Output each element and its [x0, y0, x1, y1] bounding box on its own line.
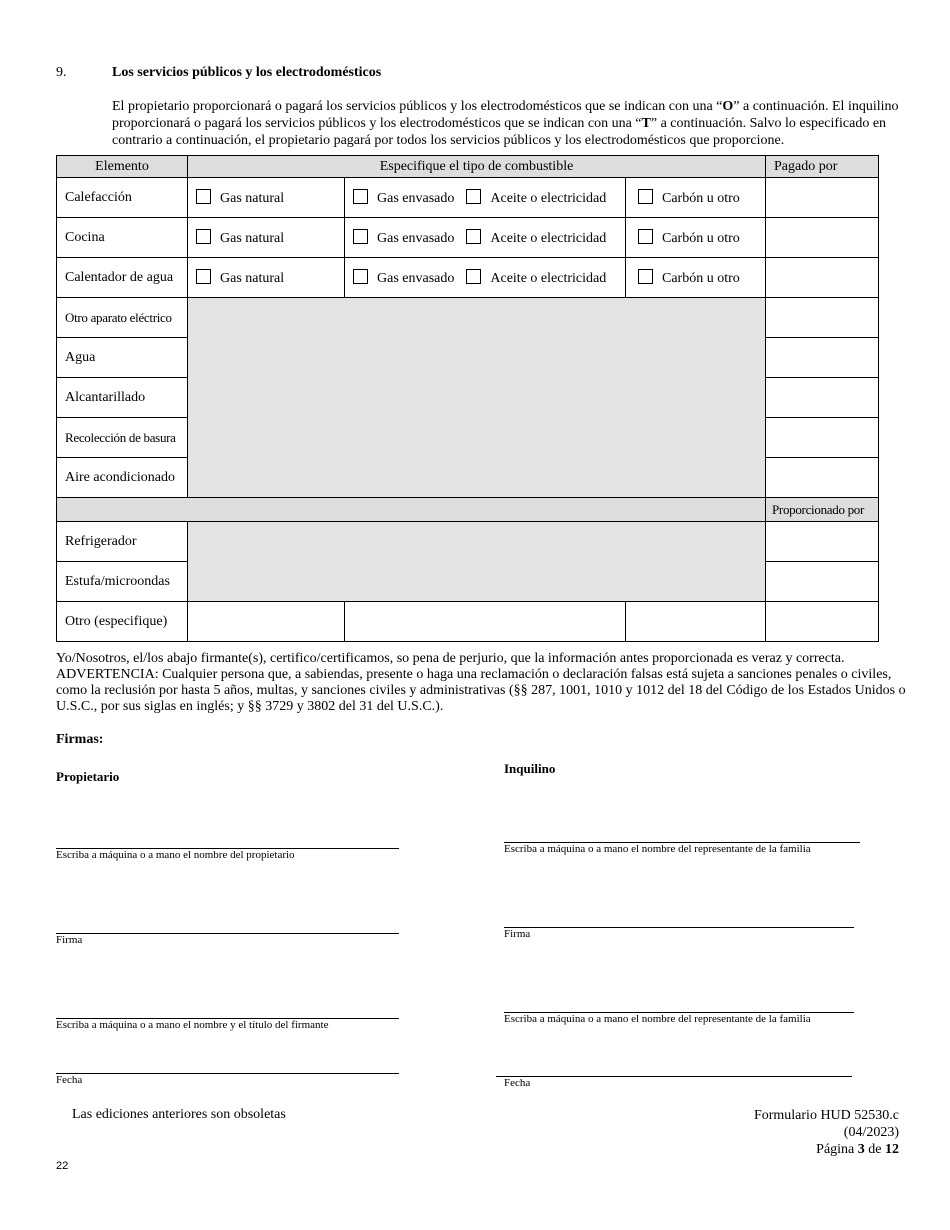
water-heater-coal-other-checkbox[interactable] [638, 269, 653, 284]
row-label-cooking: Cocina [57, 218, 188, 258]
signatures-heading: Firmas: [56, 732, 104, 747]
section-intro: El propietario proporcionará o pagará los servicios públicos y los electrodomésticos que se indican con una “O” a continuación. El inquilino proporcionará o pagará los servicios públicos y los electrodomésticos que se indican con una “T” a continuación. Salvo lo especificado en contrario a continuación, el propietario pagará por todos los servicios públicos y los electrodomésticos que proporcione. [112, 99, 899, 148]
header-paid-by: Pagado por [766, 156, 879, 178]
other-specify-field-1[interactable] [188, 602, 345, 642]
tenant-label: Inquilino [504, 761, 556, 776]
tenant-name-caption: Escriba a máquina o a mano el nombre del representante de la familia [504, 843, 811, 855]
other-specify-field-2[interactable] [345, 602, 626, 642]
water-heater-natural-gas-checkbox[interactable] [196, 269, 211, 284]
table-row: Calefacción Gas natural Gas envasado Aceite o electricidad Carbón u otro [57, 178, 879, 218]
row-label-air-conditioning: Aire acondicionado [57, 458, 188, 498]
tenant-name2-caption: Escriba a máquina o a mano el nombre del representante de la familia [504, 1013, 811, 1025]
row-label-trash: Recolección de basura [57, 418, 188, 458]
water-heater-paid-by-field[interactable] [766, 258, 879, 298]
row-label-heating: Calefacción [57, 178, 188, 218]
row-label-other-electric: Otro aparato eléctrico [57, 298, 188, 338]
tenant-signature-caption: Firma [504, 928, 531, 940]
heating-natural-gas-checkbox[interactable] [196, 189, 211, 204]
tenant-signature-line[interactable] [504, 927, 854, 928]
owner-name-caption: Escriba a máquina o a mano el nombre del propietario [56, 849, 295, 861]
table-header-row [57, 156, 879, 178]
row-label-other-specify: Otro (especifique) [57, 602, 188, 642]
refrigerator-provided-by-field[interactable] [766, 522, 879, 562]
corner-number: 22 [56, 1160, 69, 1172]
table-row: Calentador de agua Gas natural Gas envasado Aceite o electricidad Carbón u otro [57, 258, 879, 298]
cooking-coal-other-checkbox[interactable] [638, 229, 653, 244]
cooking-paid-by-field[interactable] [766, 218, 879, 258]
table-row [57, 602, 879, 642]
heating-bottled-gas-checkbox[interactable] [353, 189, 368, 204]
other-specify-field-3[interactable] [626, 602, 766, 642]
row-label-stove: Estufa/microondas [57, 562, 188, 602]
form-number: Formulario HUD 52530.c [753, 1108, 899, 1123]
shaded-area [188, 298, 766, 498]
header-provided-by: Proporcionado por [766, 498, 879, 522]
owner-date-caption: Fecha [56, 1074, 83, 1086]
owner-signature-caption: Firma [56, 934, 83, 946]
stove-provided-by-field[interactable] [766, 562, 879, 602]
certification-text: Yo/Nosotros, el/los abajo firmante(s), certifico/certificamos, so pena de perjurio, que la información antes proporcionada es veraz y correcta. ADVERTENCIA: Cualquier persona que, a sabiendas, presente o haga una reclamación o declaración falsas está sujeta a sanciones penales o civiles, como la reclusión por hasta 5 años, multas, y sanciones civiles y administrativas (§§ 287, 1001, 1010 y 1012 del 18 del Código de los Estados Unidos o U.S.C., por sus siglas en inglés; y §§ 3729 y 3802 del 31 del U.S.C.). [56, 651, 906, 714]
tenant-date-caption: Fecha [504, 1077, 531, 1089]
other-specify-field-4[interactable] [766, 602, 879, 642]
row-label-water-heater: Calentador de agua [57, 258, 188, 298]
owner-mark: O [722, 99, 734, 114]
table-row [57, 298, 879, 338]
utilities-table [56, 155, 879, 642]
water-paid-by-field[interactable] [766, 338, 879, 378]
tenant-date-line[interactable] [496, 1076, 852, 1077]
page-indicator: Página 3 de 12 [816, 1142, 899, 1157]
tenant-mark: T [641, 116, 651, 131]
editions-note: Las ediciones anteriores son obsoletas [72, 1107, 286, 1122]
owner-signer-caption: Escriba a máquina o a mano el nombre y el título del firmante [56, 1019, 329, 1031]
cooking-bottled-gas-checkbox[interactable] [353, 229, 368, 244]
section-title: Los servicios públicos y los electrodomésticos [112, 65, 382, 80]
form-id [754, 1107, 899, 1158]
water-heater-bottled-gas-checkbox[interactable] [353, 269, 368, 284]
provided-by-header-row [57, 498, 879, 522]
air-conditioning-paid-by-field[interactable] [766, 458, 879, 498]
form-date: (04/2023) [843, 1125, 899, 1140]
heating-oil-electric-checkbox[interactable] [466, 189, 481, 204]
header-element: Elemento [57, 156, 188, 178]
cooking-natural-gas-checkbox[interactable] [196, 229, 211, 244]
owner-date-line[interactable] [56, 1073, 399, 1074]
cooking-oil-electric-checkbox[interactable] [466, 229, 481, 244]
other-electric-paid-by-field[interactable] [766, 298, 879, 338]
row-label-sewer: Alcantarillado [57, 378, 188, 418]
header-fuel: Especifique el tipo de combustible [188, 156, 766, 178]
trash-paid-by-field[interactable] [766, 418, 879, 458]
table-row [57, 522, 879, 562]
owner-label: Propietario [56, 769, 120, 784]
sewer-paid-by-field[interactable] [766, 378, 879, 418]
section-number: 9. [56, 65, 67, 80]
table-row: Cocina Gas natural Gas envasado Aceite o electricidad Carbón u otro [57, 218, 879, 258]
row-label-refrigerator: Refrigerador [57, 522, 188, 562]
heating-paid-by-field[interactable] [766, 178, 879, 218]
owner-signature-line[interactable] [56, 933, 399, 934]
row-label-water: Agua [57, 338, 188, 378]
shaded-area [188, 522, 766, 602]
water-heater-oil-electric-checkbox[interactable] [466, 269, 481, 284]
heating-coal-other-checkbox[interactable] [638, 189, 653, 204]
